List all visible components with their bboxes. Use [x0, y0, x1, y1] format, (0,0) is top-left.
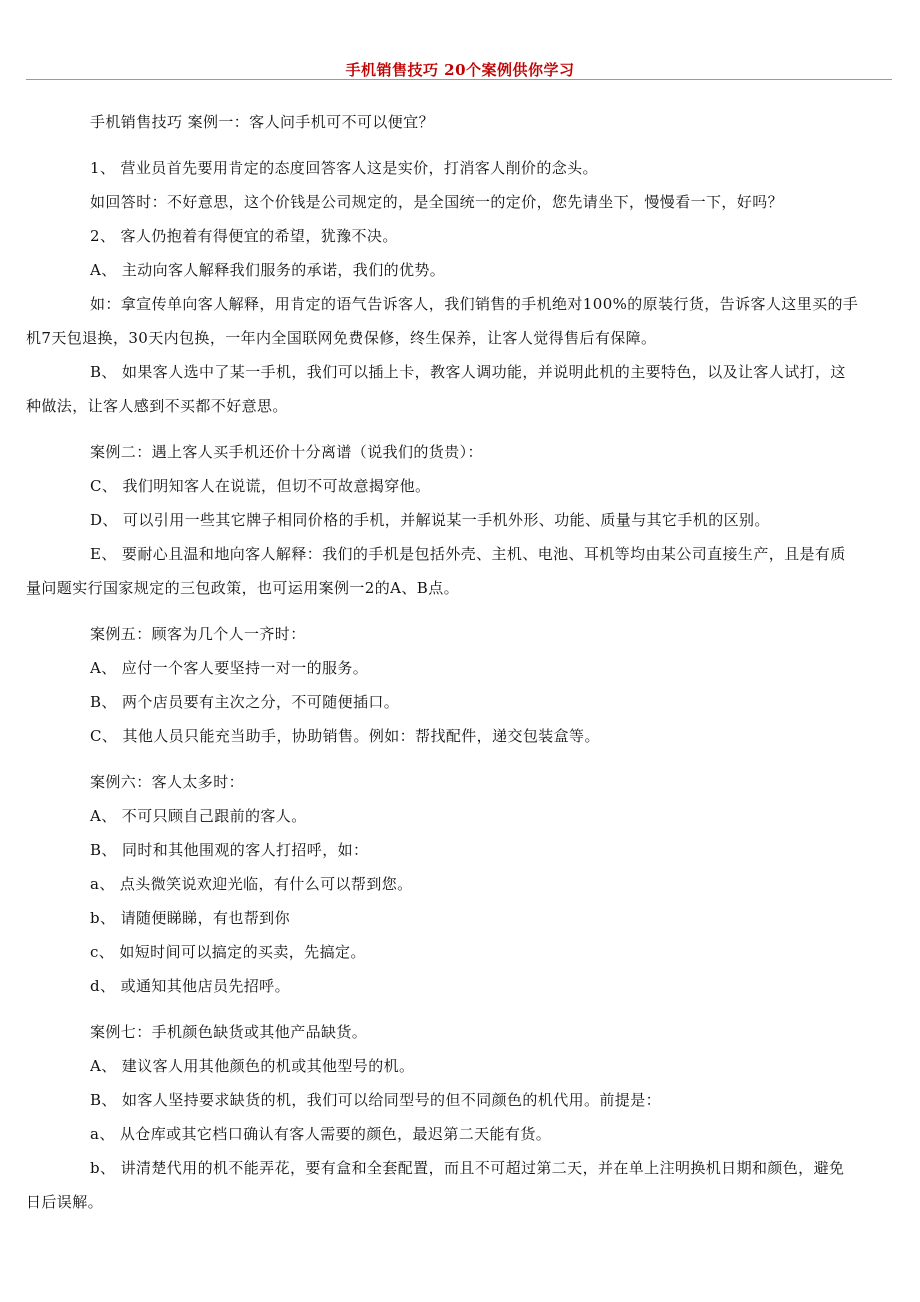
paragraph: d、 或通知其他店员先招呼。	[90, 977, 290, 995]
paragraph: 2、 客人仍抱着有得便宜的希望，犹豫不决。	[90, 227, 398, 245]
paragraph: C、 其他人员只能充当助手，协助销售。例如：帮找配件，递交包装盒等。	[90, 727, 600, 745]
paragraph-continuation: 种做法，让客人感到不买都不好意思。	[26, 397, 288, 415]
paragraph: c、 如短时间可以搞定的买卖，先搞定。	[90, 943, 366, 961]
document-body	[26, 105, 890, 1219]
paragraph: b、 请随便睇睇，有也帮到你	[90, 909, 290, 927]
paragraph: A、 主动向客人解释我们服务的承诺，我们的优势。	[90, 261, 446, 279]
paragraph: C、 我们明知客人在说谎，但切不可故意揭穿他。	[90, 477, 431, 495]
paragraph-continuation: 机7天包退换，30天内包换，一年内全国联网免费保修，终生保养，让客人觉得售后有保障。	[26, 329, 657, 347]
paragraph: b、 讲清楚代用的机不能弄花，要有盒和全套配置，而且不可超过第二天，并在单上注明换机日期和颜色，避免	[90, 1159, 845, 1177]
paragraph: A、 不可只顾自己跟前的客人。	[90, 807, 307, 825]
header-divider	[26, 79, 892, 80]
paragraph: 如回答时：不好意思，这个价钱是公司规定的，是全国统一的定价，您先请坐下，慢慢看一下，好吗？	[90, 193, 784, 211]
paragraph-continuation: 日后误解。	[26, 1193, 104, 1211]
paragraph: B、 如客人坚持要求缺货的机，我们可以给同型号的但不同颜色的机代用。前提是：	[90, 1091, 661, 1109]
paragraph: a、 点头微笑说欢迎光临，有什么可以帮到您。	[90, 875, 413, 893]
page-header-title: 手机销售技巧 20个案例供你学习	[345, 61, 575, 79]
paragraph: E、 要耐心且温和地向客人解释：我们的手机是包括外壳、主机、电池、耳机等均由某公司直接生产，且是有质	[90, 545, 846, 563]
paragraph: B、 如果客人选中了某一手机，我们可以插上卡，教客人调功能，并说明此机的主要特色，以及让客人试打，这	[90, 363, 846, 381]
paragraph-continuation: 量问题实行国家规定的三包政策，也可运用案例一2的A、B点。	[26, 579, 460, 597]
paragraph: A、 应付一个客人要坚持一对一的服务。	[90, 659, 369, 677]
case-5-heading: 案例五：顾客为几个人一齐时：	[90, 625, 306, 643]
case-2-heading: 案例二：遇上客人买手机还价十分离谱（说我们的货贵）：	[90, 443, 483, 461]
case-6-heading: 案例六：客人太多时：	[90, 773, 245, 791]
case-7-heading: 案例七：手机颜色缺货或其他产品缺货。	[90, 1023, 368, 1041]
paragraph: B、 同时和其他围观的客人打招呼，如：	[90, 841, 369, 859]
paragraph: 1、 营业员首先要用肯定的态度回答客人这是实价，打消客人削价的念头。	[90, 159, 598, 177]
case-1-heading: 手机销售技巧 案例一：客人问手机可不可以便宜？	[90, 113, 434, 131]
paragraph: D、 可以引用一些其它牌子相同价格的手机，并解说某一手机外形、功能、质量与其它手机的区别。	[90, 511, 770, 529]
paragraph: A、 建议客人用其他颜色的机或其他型号的机。	[90, 1057, 415, 1075]
paragraph: B、 两个店员要有主次之分，不可随便插口。	[90, 693, 400, 711]
paragraph: 如：拿宣传单向客人解释，用肯定的语气告诉客人，我们销售的手机绝对100%的原装行货，告诉客人这里买的手	[90, 295, 859, 313]
paragraph: a、 从仓库或其它档口确认有客人需要的颜色，最迟第二天能有货。	[90, 1125, 552, 1143]
